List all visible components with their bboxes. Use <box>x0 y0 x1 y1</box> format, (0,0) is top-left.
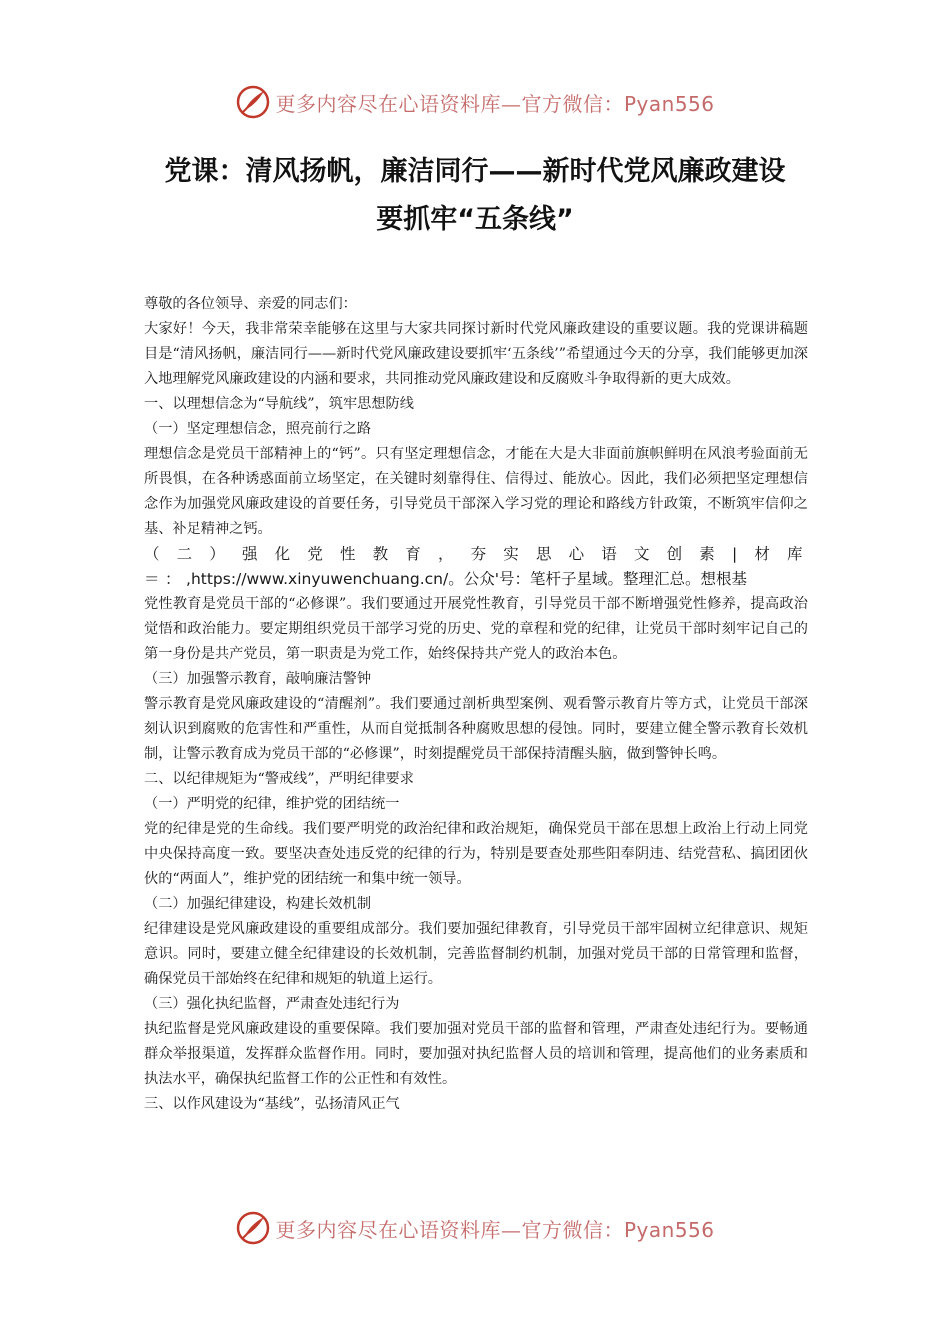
subsection-1-2-lead: （二）强化党性教育，夯实思心语文创素|材库＝： <box>144 545 808 588</box>
section-heading-1: 一、以理想信念为“导航线”，筑牢思想防线 <box>144 396 414 412</box>
watermark-text: 更多内容尽在心语资料库—官方微信：Pyan556 <box>275 91 715 116</box>
paragraph-2-1: 党的纪律是党的生命线。我们要严明党的政治纪律和政治规矩，确保党员干部在思想上政治上行动上同党中央保持高度一致。要坚决查处违反党的纪律的行为，特别是要查处那些阳奉阴违、结党营私、搞团团伙伙的“两面人”，维护党的团结统一和集中统一领导。 <box>144 821 808 887</box>
title-line-1: 党课：清风扬帆，廉洁同行——新时代党风廉政建设 <box>164 156 786 187</box>
quill-logo-icon <box>235 84 271 120</box>
paragraph-1-2: 党性教育是党员干部的“必修课”。我们要通过开展党性教育，引导党员干部不断增强党性修养，提高政治觉悟和政治能力。要定期组织党员干部学习党的历史、党的章程和党的纪律，让党员干部时刻牢记自己的第一身份是共产党员，第一职责是为党工作，始终保持共产党人的政治本色。 <box>144 596 808 662</box>
section-heading-2: 二、以纪律规矩为“警戒线”，严明纪律要求 <box>144 771 414 787</box>
watermark-text: 更多内容尽在心语资料库—官方微信：Pyan556 <box>275 1217 715 1242</box>
subsection-1-3: （三）加强警示教育，敲响廉洁警钟 <box>144 671 372 687</box>
greeting: 尊敬的各位领导、亲爱的同志们： <box>144 296 357 312</box>
paragraph-1-1: 理想信念是党员干部精神上的“钙”。只有坚定理想信念，才能在大是大非面前旗帜鲜明在风浪考验面前无所畏惧，在各种诱惑面前立场坚定，在关键时刻靠得住、信得过、能放心。因此，我们必须把坚定理想信念作为加强党风廉政建设的首要任务，引导党员干部深入学习党的理论和路线方针政策，不断筑牢信仰之基、补足精神之钙。 <box>144 446 808 537</box>
subsection-2-1: （一）严明党的纪律，维护党的团结统一 <box>144 796 400 812</box>
footer-watermark <box>0 1208 950 1248</box>
document-title <box>100 148 850 244</box>
section-heading-3: 三、以作风建设为“基线”，弘扬清风正气 <box>144 1096 400 1112</box>
subsection-2-2: （二）加强纪律建设，构建长效机制 <box>144 896 372 912</box>
paragraph-2-2: 纪律建设是党风廉政建设的重要组成部分。我们要加强纪律教育，引导党员干部牢固树立纪律意识、规矩意识。同时，要建立健全纪律建设的长效机制，完善监督制约机制，加强对党员干部的日常管理和监督，确保党员干部始终在纪律和规矩的轨道上运行。 <box>144 921 808 987</box>
title-line-2: 要抓牢“五条线” <box>376 204 574 235</box>
document-body <box>144 292 808 1117</box>
subsection-1-1: （一）坚定理想信念，照亮前行之路 <box>144 421 372 437</box>
subsection-1-2 <box>144 542 808 592</box>
header-watermark <box>0 82 950 122</box>
intro-paragraph: 大家好！今天，我非常荣幸能够在这里与大家共同探讨新时代党风廉政建设的重要议题。我的党课讲稿题目是“清风扬帆，廉洁同行——新时代党风廉政建设要抓牢‘五条线’”希望通过今天的分享，我们能够更加深入地理解党风廉政建设的内涵和要求，共同推动党风廉政建设和反腐败斗争取得新的更大成效。 <box>144 321 808 387</box>
quill-logo-icon <box>235 1210 271 1246</box>
subsection-1-2-url: ,https://www.xinyuwenchuang.cn/。公众'号：笔杆子星域。整理汇总。想根基 <box>186 570 747 588</box>
paragraph-1-3: 警示教育是党风廉政建设的“清醒剂”。我们要通过剖析典型案例、观看警示教育片等方式，让党员干部深刻认识到腐败的危害性和严重性，从而自觉抵制各种腐败思想的侵蚀。同时，要建立健全警示教育长效机制，让警示教育成为党员干部的“必修课”，时刻提醒党员干部保持清醒头脑，做到警钟长鸣。 <box>144 696 808 762</box>
subsection-2-3: （三）强化执纪监督，严肃查处违纪行为 <box>144 996 400 1012</box>
paragraph-2-3: 执纪监督是党风廉政建设的重要保障。我们要加强对党员干部的监督和管理，严肃查处违纪行为。要畅通群众举报渠道，发挥群众监督作用。同时，要加强对执纪监督人员的培训和管理，提高他们的业务素质和执法水平，确保执纪监督工作的公正性和有效性。 <box>144 1021 808 1087</box>
